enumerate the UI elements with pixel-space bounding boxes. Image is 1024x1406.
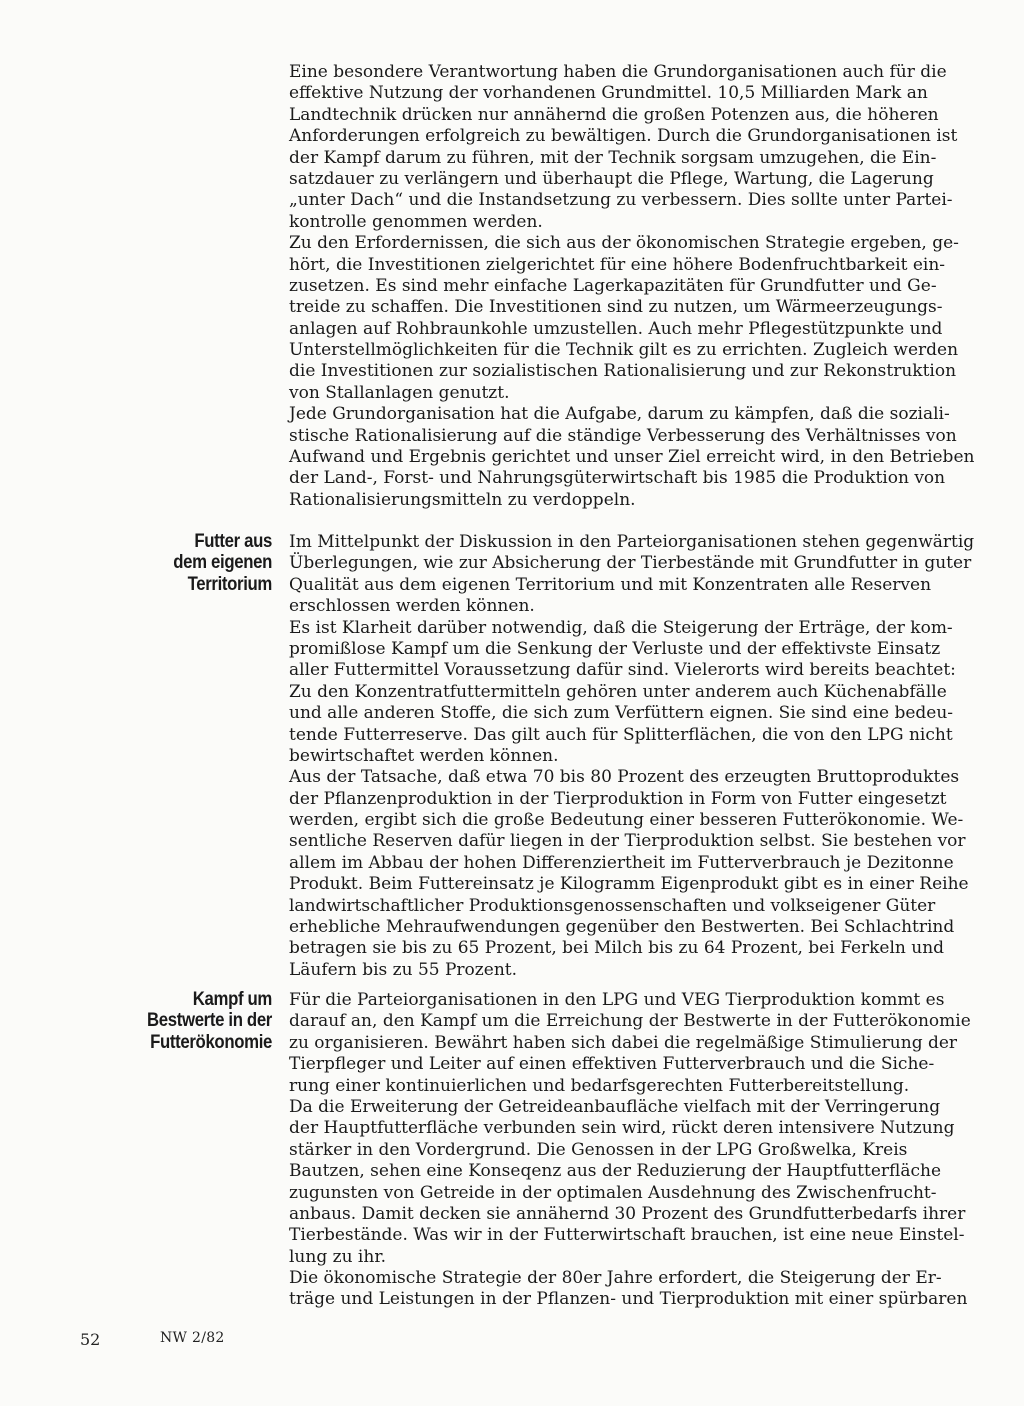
- text-line: Bautzen, sehen eine Konseqenz aus der Reduzierung der Hauptfutterfläche: [289, 1161, 942, 1182]
- side-heading-line: Territorium: [187, 572, 272, 595]
- text-line: satzdauer zu verlängern und überhaupt die Pflege, Wartung, die Lagerung: [289, 168, 934, 189]
- text-line: landwirtschaftlicher Produktionsgenossenschaften und volkseigener Güter: [289, 895, 936, 916]
- issue-label: NW 2/82: [160, 1330, 225, 1346]
- text-line: der Pflanzenproduktion in der Tierproduktion in Form von Futter eingesetzt: [289, 788, 947, 809]
- page-number: 52: [80, 1330, 101, 1349]
- text-line: von Stallanlagen genutzt.: [289, 382, 510, 403]
- text-line: werden, ergibt sich die große Bedeutung einer besseren Futterökonomie. We-: [289, 810, 964, 831]
- side-heading-kampf-bestwerte: [141, 988, 272, 1052]
- text-line: Tierpfleger und Leiter auf einen effektiven Futterverbrauch und die Siche-: [289, 1054, 935, 1075]
- text-line: promißlose Kampf um die Senkung der Verluste und der effektivste Einsatz: [289, 638, 941, 659]
- paragraph-block-technology-investments: [289, 62, 979, 511]
- side-heading-line: Bestwerte in der: [147, 1009, 272, 1032]
- text-line: Im Mittelpunkt der Diskussion in den Parteiorganisationen stehen gegenwärtig: [289, 532, 975, 552]
- text-line: der Land-, Forst- und Nahrungsgüterwirtschaft bis 1985 die Produktion von: [289, 468, 946, 489]
- text-line: der Hauptfutterfläche verbunden sein wird, rückt deren intensivere Nutzung: [289, 1118, 955, 1139]
- text-line: Unterstellmöglichkeiten für die Technik gilt es zu errichten. Zugleich werden: [289, 340, 959, 361]
- side-heading-line: dem eigenen: [173, 551, 272, 574]
- text-line: und alle anderen Stoffe, die sich zum Verfüttern eignen. Sie sind eine bedeu-: [289, 703, 954, 724]
- text-line: tende Futterreserve. Das gilt auch für Splitterflächen, die von den LPG nicht: [289, 724, 953, 745]
- text-line: die Investitionen zur sozialistischen Rationalisierung und zur Rekonstruktion: [289, 361, 957, 382]
- text-line: zugunsten von Getreide in der optimalen Ausdehnung des Zwischenfrucht-: [289, 1182, 937, 1203]
- text-line: Rationalisierungsmitteln zu verdoppeln.: [289, 489, 636, 510]
- paragraph-block-fodder-economy: [289, 990, 979, 1311]
- text-line: Anforderungen erfolgreich zu bewältigen. Durch die Grundorganisationen ist: [289, 126, 958, 147]
- text-line: Landtechnik drücken nur annähernd die großen Potenzen aus, die höheren: [289, 104, 939, 125]
- text-line: Zu den Konzentratfuttermitteln gehören unter anderem auch Küchenabfälle: [289, 681, 947, 702]
- side-heading-line: Kampf um: [192, 988, 272, 1010]
- text-line: der Kampf darum zu führen, mit der Technik sorgsam umzugehen, die Ein-: [289, 147, 937, 168]
- text-line: betragen sie bis zu 65 Prozent, bei Milch bis zu 64 Prozent, bei Ferkeln und: [289, 938, 945, 959]
- text-line: hört, die Investitionen zielgerichtet für eine höhere Bodenfruchtbarkeit ein-: [289, 254, 946, 275]
- text-line: Eine besondere Verantwortung haben die Grundorganisationen auch für die: [289, 62, 947, 82]
- text-line: rung einer kontinuierlichen und bedarfsgerechten Futterbereitstellung.: [289, 1075, 910, 1096]
- text-line: Für die Parteiorganisationen in den LPG und VEG Tierproduktion kommt es: [289, 990, 945, 1010]
- text-line: Aus der Tatsache, daß etwa 70 bis 80 Prozent des erzeugten Bruttoproduktes: [289, 767, 960, 788]
- text-line: Es ist Klarheit darüber notwendig, daß die Steigerung der Erträge, der kom-: [289, 617, 953, 638]
- text-line: Zu den Erfordernissen, die sich aus der ökonomischen Strategie ergeben, ge-: [289, 233, 959, 254]
- text-line: erhebliche Mehraufwendungen gegenüber den Bestwerten. Bei Schlachtrind: [289, 917, 955, 938]
- text-line: treide zu schaffen. Die Investitionen sind zu nutzen, um Wärmeerzeugungs-: [289, 297, 943, 318]
- text-line: träge und Leistungen in der Pflanzen- und Tierproduktion mit einer spürbaren: [289, 1289, 968, 1310]
- text-line: „unter Dach“ und die Instandsetzung zu verbessern. Dies sollte unter Partei-: [289, 190, 953, 211]
- text-line: sentliche Reserven dafür liegen in der Tierproduktion selbst. Sie bestehen vor: [289, 831, 966, 852]
- text-line: Produkt. Beim Futtereinsatz je Kilogramm Eigenprodukt gibt es in einer Reihe: [289, 874, 969, 895]
- text-line: zu organisieren. Bewährt haben sich dabei die regelmäßige Stimulierung der: [289, 1032, 958, 1053]
- text-line: zusetzen. Es sind mehr einfache Lagerkapazitäten für Grundfutter und Ge-: [289, 275, 937, 296]
- text-line: kontrolle genommen werden.: [289, 211, 543, 232]
- text-line: lung zu ihr.: [289, 1246, 386, 1267]
- text-line: anbaus. Damit decken sie annähernd 30 Prozent des Grundfutterbedarfs ihrer: [289, 1203, 966, 1224]
- text-line: effektive Nutzung der vorhandenen Grundmittel. 10,5 Milliarden Mark an: [289, 83, 928, 104]
- paragraph-block-fodder-reserves: [289, 532, 979, 981]
- text-line: Läufern bis zu 55 Prozent.: [289, 959, 517, 980]
- text-line: Überlegungen, wie zur Absicherung der Tierbestände mit Grundfutter in guter: [289, 553, 972, 574]
- text-line: Tierbestände. Was wir in der Futterwirtschaft brauchen, ist eine neue Einstel-: [289, 1225, 965, 1246]
- text-line: erschlossen werden können.: [289, 596, 535, 617]
- text-line: Da die Erweiterung der Getreideanbaufläche vielfach mit der Verringerung: [289, 1096, 941, 1117]
- side-heading-futter-territorium: [141, 530, 272, 594]
- text-line: Die ökonomische Strategie der 80er Jahre erfordert, die Steigerung der Er-: [289, 1268, 942, 1289]
- text-line: darauf an, den Kampf um die Erreichung der Bestwerte in der Futterökonomie: [289, 1011, 971, 1032]
- text-line: bewirtschaftet werden können.: [289, 745, 559, 766]
- text-line: stärker in den Vordergrund. Die Genossen in der LPG Großwelka, Kreis: [289, 1139, 908, 1160]
- text-line: allem im Abbau der hohen Differenziertheit im Futterverbrauch je Dezitonne: [289, 852, 954, 873]
- text-line: Aufwand und Ergebnis gerichtet und unser Ziel erreicht wird, in den Betrieben: [289, 447, 975, 468]
- text-line: anlagen auf Rohbraunkohle umzustellen. Auch mehr Pflegestützpunkte und: [289, 318, 943, 339]
- side-heading-line: Futter aus: [194, 530, 272, 552]
- text-line: Jede Grundorganisation hat die Aufgabe, darum zu kämpfen, daß die soziali-: [289, 404, 950, 425]
- text-line: stische Rationalisierung auf die ständige Verbesserung des Verhältnisses von: [289, 425, 957, 446]
- text-line: aller Futtermittel Voraussetzung dafür sind. Vielerorts wird bereits beachtet:: [289, 660, 956, 681]
- side-heading-line: Futterökonomie: [150, 1030, 272, 1053]
- text-line: Qualität aus dem eigenen Territorium und mit Konzentraten alle Reserven: [289, 574, 932, 595]
